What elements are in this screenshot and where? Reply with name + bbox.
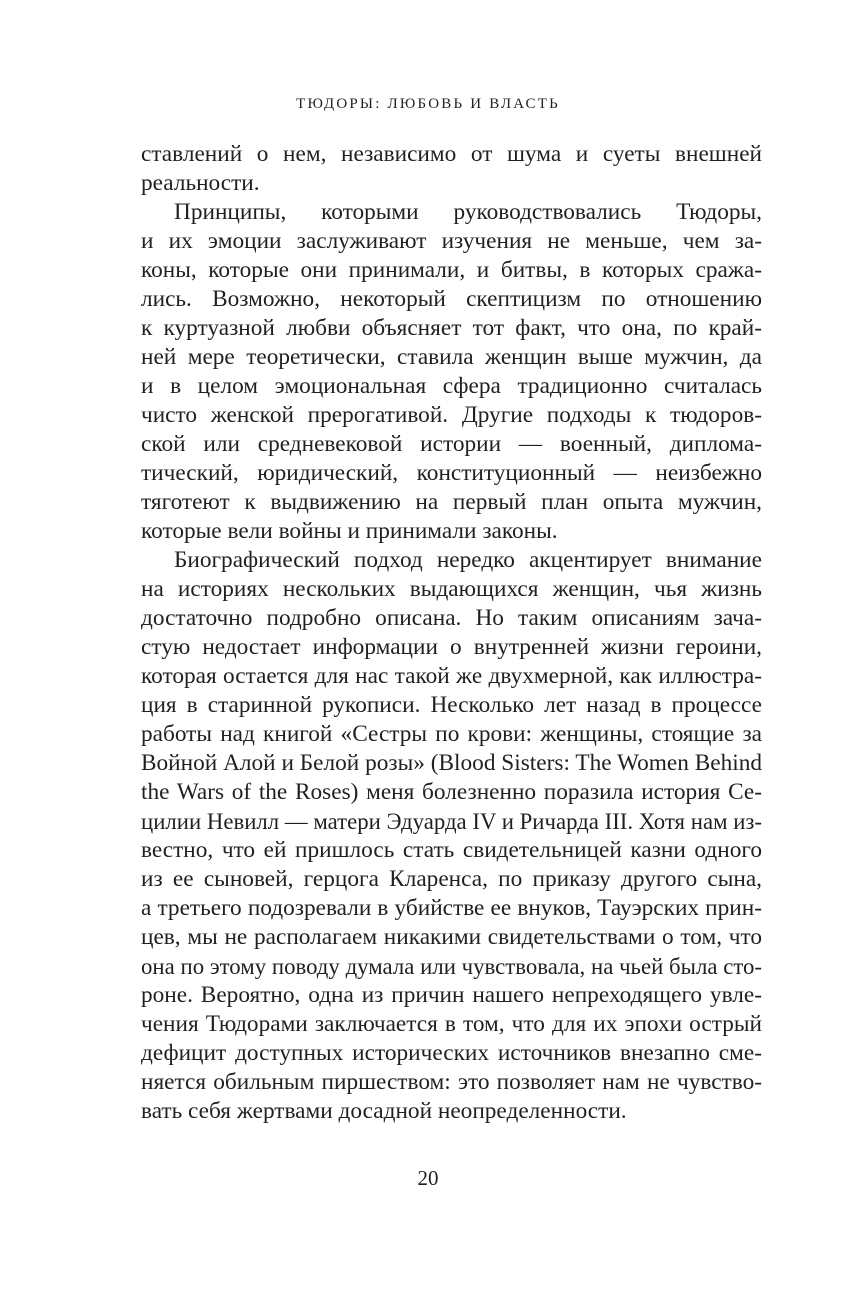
body-text: [141, 140, 762, 1126]
text-line: цилии Невилл — матери Эдуарда IV и Ричарда III. Хотя нам из-: [141, 809, 762, 834]
text-line: цев, мы не располагаем никакими свидетельствами о том, что: [141, 924, 762, 950]
text-line: чисто женской прерогативой. Другие подходы к тюдоров-: [141, 402, 762, 428]
text-line: и их эмоции заслуживают изучения не меньше, чем за-: [141, 228, 762, 254]
running-head: ТЮДОРЫ: ЛЮБОВЬ И ВЛАСТЬ: [296, 96, 560, 112]
text-line: Войной Алой и Белой розы» (Blood Sisters: The Women Behind: [141, 750, 762, 776]
paragraph-continued: [141, 140, 762, 198]
text-line: Биографический подход нередко акцентирует внимание: [174, 547, 762, 573]
text-line: а третьего подозревали в убийстве ее внуков, Тауэрских прин-: [141, 895, 762, 921]
text-line: тический, юридический, конституционный — неизбежно: [141, 460, 762, 486]
text-line: работы над книгой «Сестры по крови: женщины, стоящие за: [141, 721, 762, 747]
text-line: ней мере теоретически, ставила женщин выше мужчин, да: [141, 344, 762, 370]
text-line: реальности.: [141, 170, 260, 196]
text-line: из ее сыновей, герцога Кларенса, по приказу другого сына,: [141, 866, 762, 892]
text-line: стую недостает информации о внутренней жизни героини,: [141, 634, 762, 660]
text-line: дефицит доступных исторических источников внезапно сме-: [141, 1040, 762, 1066]
text-line: чения Тюдорами заключается в том, что для их эпохи острый: [141, 1011, 762, 1037]
text-line: к куртуазной любви объясняет тот факт, что она, по край-: [141, 315, 762, 341]
text-line: ция в старинной рукописи. Несколько лет назад в процессе: [141, 692, 762, 718]
text-line: она по этому поводу думала или чувствовала, на чьей была сто-: [141, 954, 762, 979]
text-line: которая остается для нас такой же двухмерной, как иллюстра-: [141, 663, 762, 689]
text-line: лись. Возможно, некоторый скептицизм по отношению: [141, 286, 762, 312]
page-number: 20: [417, 1166, 439, 1190]
text-line: вать себя жертвами досадной неопределенности.: [141, 1098, 627, 1124]
text-line: коны, которые они принимали, и битвы, в которых сража-: [141, 257, 762, 283]
text-line: няется обильным пиршеством: это позволяет нам не чувство-: [141, 1069, 762, 1095]
text-line: и в целом эмоциональная сфера традиционно считалась: [141, 373, 762, 399]
paragraph-principles: [141, 198, 762, 546]
text-line: роне. Вероятно, одна из причин нашего непреходящего увле-: [141, 982, 762, 1008]
text-line: ской или средневековой истории — военный, диплома-: [141, 431, 762, 457]
text-line: the Wars of the Roses) меня болезненно поразила история Се-: [141, 779, 762, 805]
text-line: ставлений о нем, независимо от шума и суеты внешней: [141, 141, 762, 167]
text-line: тяготеют к выдвижению на первый план опыта мужчин,: [141, 489, 762, 515]
text-line: вестно, что ей пришлось стать свидетельницей казни одного: [141, 837, 762, 863]
text-line: достаточно подробно описана. Но таким описаниям зача-: [141, 605, 762, 631]
text-line: на историях нескольких выдающихся женщин, чья жизнь: [141, 576, 762, 602]
text-line: Принципы, которыми руководствовались Тюдоры,: [174, 199, 762, 225]
paragraph-biographical: [141, 546, 762, 1126]
text-line: которые вели войны и принимали законы.: [141, 518, 558, 544]
